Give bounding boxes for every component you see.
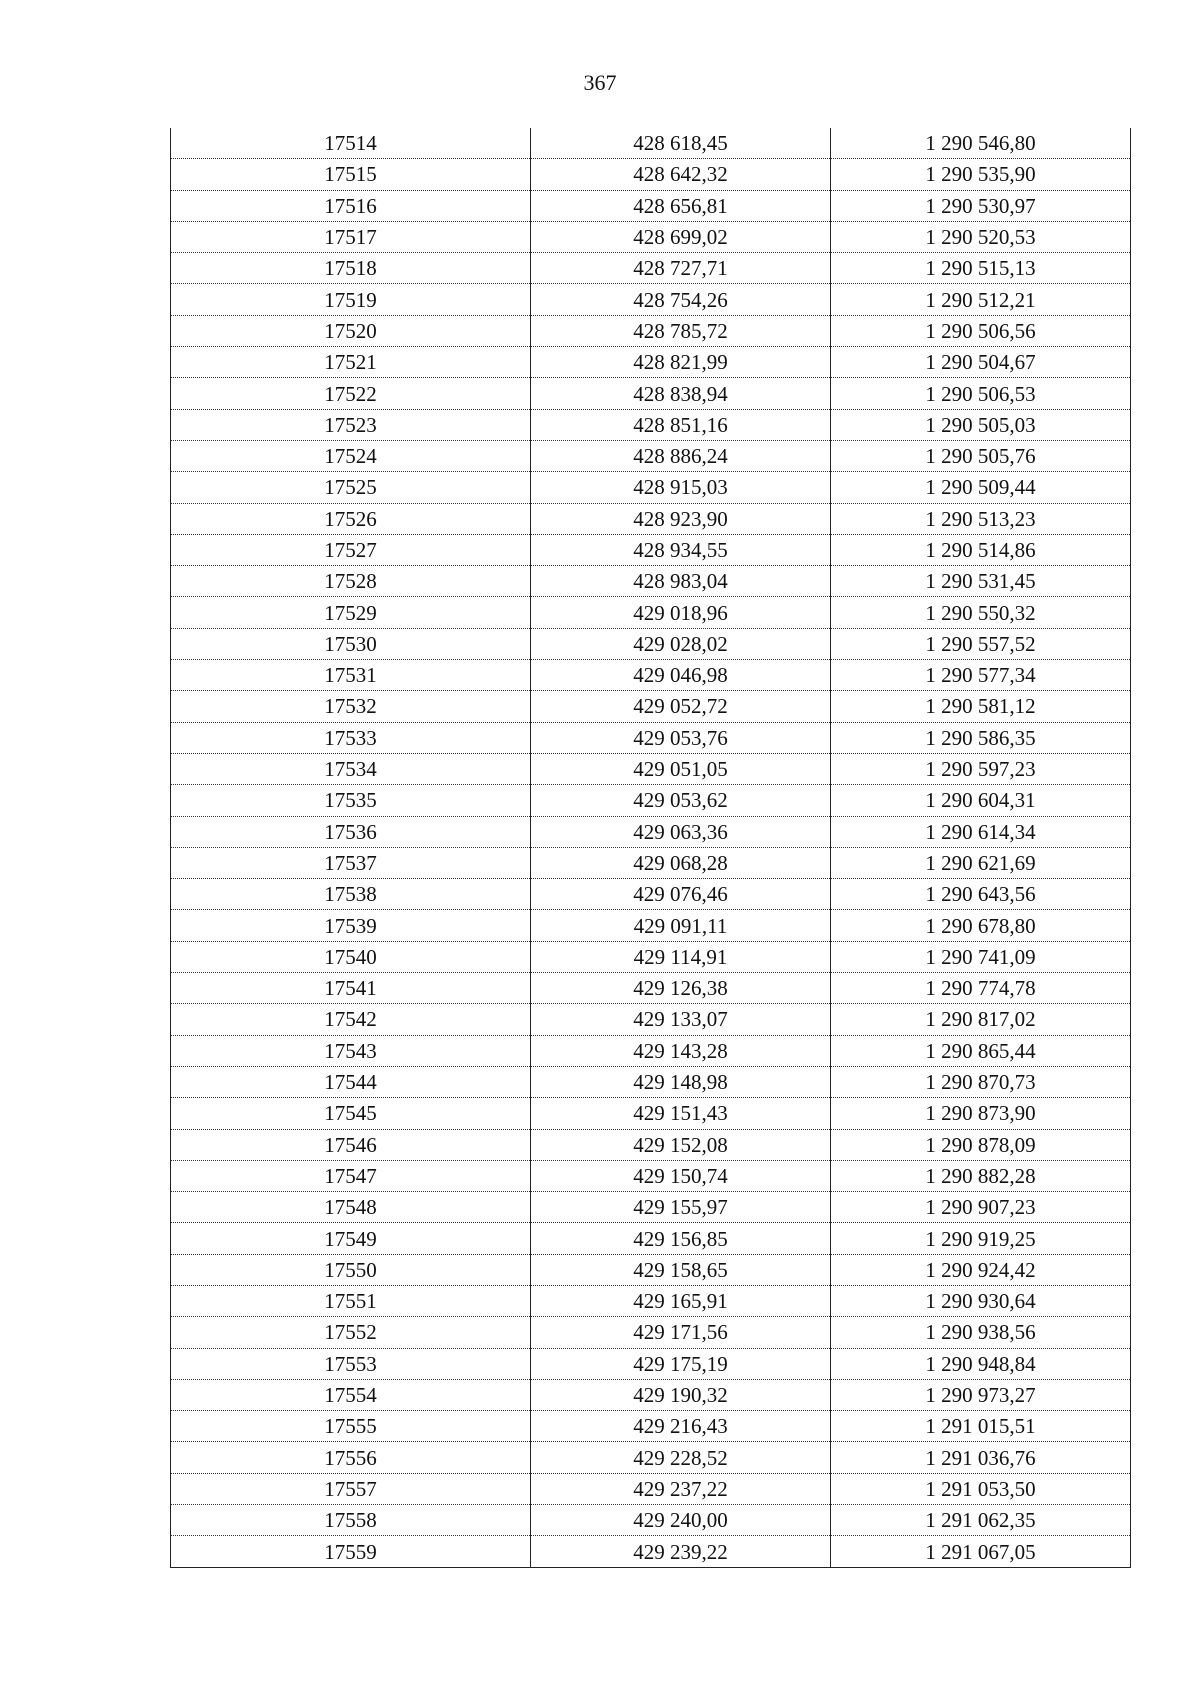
table-row — [171, 941, 1131, 972]
x-coordinate-cell: 429 175,19 — [531, 1348, 831, 1379]
point-number-cell: 17527 — [171, 534, 531, 565]
y-coordinate-cell: 1 290 870,73 — [831, 1066, 1131, 1097]
y-coordinate-cell: 1 290 520,53 — [831, 221, 1131, 252]
table-row — [171, 128, 1131, 159]
x-coordinate-cell: 429 228,52 — [531, 1442, 831, 1473]
point-number-cell: 17524 — [171, 440, 531, 471]
y-coordinate-cell: 1 290 973,27 — [831, 1379, 1131, 1410]
x-coordinate-cell: 429 150,74 — [531, 1160, 831, 1191]
table-row — [171, 660, 1131, 691]
y-coordinate-cell: 1 290 604,31 — [831, 785, 1131, 816]
point-number-cell: 17542 — [171, 1004, 531, 1035]
x-coordinate-cell: 429 133,07 — [531, 1004, 831, 1035]
point-number-cell: 17529 — [171, 597, 531, 628]
x-coordinate-cell: 429 152,08 — [531, 1129, 831, 1160]
x-coordinate-cell: 429 052,72 — [531, 691, 831, 722]
x-coordinate-cell: 429 143,28 — [531, 1035, 831, 1066]
x-coordinate-cell: 429 165,91 — [531, 1285, 831, 1316]
point-number-cell: 17553 — [171, 1348, 531, 1379]
table-row — [171, 1379, 1131, 1410]
y-coordinate-cell: 1 290 597,23 — [831, 753, 1131, 784]
x-coordinate-cell: 429 114,91 — [531, 941, 831, 972]
table-row — [171, 1004, 1131, 1035]
x-coordinate-cell: 429 028,02 — [531, 628, 831, 659]
table-row — [171, 691, 1131, 722]
point-number-cell: 17518 — [171, 253, 531, 284]
x-coordinate-cell: 429 053,62 — [531, 785, 831, 816]
y-coordinate-cell: 1 290 924,42 — [831, 1254, 1131, 1285]
table-row — [171, 722, 1131, 753]
point-number-cell: 17522 — [171, 378, 531, 409]
y-coordinate-cell: 1 290 586,35 — [831, 722, 1131, 753]
point-number-cell: 17540 — [171, 941, 531, 972]
y-coordinate-cell: 1 290 581,12 — [831, 691, 1131, 722]
x-coordinate-cell: 428 699,02 — [531, 221, 831, 252]
y-coordinate-cell: 1 291 036,76 — [831, 1442, 1131, 1473]
table-row — [171, 1035, 1131, 1066]
point-number-cell: 17516 — [171, 190, 531, 221]
table-row — [171, 1066, 1131, 1097]
point-number-cell: 17543 — [171, 1035, 531, 1066]
y-coordinate-cell: 1 290 878,09 — [831, 1129, 1131, 1160]
x-coordinate-cell: 429 053,76 — [531, 722, 831, 753]
point-number-cell: 17537 — [171, 847, 531, 878]
x-coordinate-cell: 428 618,45 — [531, 128, 831, 159]
page-number: 367 — [583, 70, 617, 95]
point-number-cell: 17538 — [171, 879, 531, 910]
y-coordinate-cell: 1 290 817,02 — [831, 1004, 1131, 1035]
x-coordinate-cell: 428 915,03 — [531, 472, 831, 503]
table-row — [171, 1098, 1131, 1129]
y-coordinate-cell: 1 290 535,90 — [831, 159, 1131, 190]
x-coordinate-cell: 429 190,32 — [531, 1379, 831, 1410]
y-coordinate-cell: 1 290 513,23 — [831, 503, 1131, 534]
point-number-cell: 17545 — [171, 1098, 531, 1129]
point-number-cell: 17532 — [171, 691, 531, 722]
table-row — [171, 628, 1131, 659]
y-coordinate-cell: 1 290 882,28 — [831, 1160, 1131, 1191]
point-number-cell: 17552 — [171, 1317, 531, 1348]
point-number-cell: 17541 — [171, 973, 531, 1004]
point-number-cell: 17531 — [171, 660, 531, 691]
x-coordinate-cell: 429 051,05 — [531, 753, 831, 784]
table-row — [171, 1223, 1131, 1254]
point-number-cell: 17523 — [171, 409, 531, 440]
point-number-cell: 17558 — [171, 1505, 531, 1536]
table-row — [171, 1160, 1131, 1191]
x-coordinate-cell: 428 923,90 — [531, 503, 831, 534]
x-coordinate-cell: 428 886,24 — [531, 440, 831, 471]
table-row — [171, 472, 1131, 503]
table-row — [171, 1473, 1131, 1504]
y-coordinate-cell: 1 290 557,52 — [831, 628, 1131, 659]
y-coordinate-cell: 1 290 948,84 — [831, 1348, 1131, 1379]
x-coordinate-cell: 429 240,00 — [531, 1505, 831, 1536]
x-coordinate-cell: 429 046,98 — [531, 660, 831, 691]
table-row — [171, 503, 1131, 534]
table-row — [171, 534, 1131, 565]
table-row — [171, 1348, 1131, 1379]
point-number-cell: 17550 — [171, 1254, 531, 1285]
y-coordinate-cell: 1 290 546,80 — [831, 128, 1131, 159]
point-number-cell: 17530 — [171, 628, 531, 659]
y-coordinate-cell: 1 290 907,23 — [831, 1192, 1131, 1223]
x-coordinate-cell: 428 851,16 — [531, 409, 831, 440]
table-row — [171, 253, 1131, 284]
point-number-cell: 17515 — [171, 159, 531, 190]
point-number-cell: 17521 — [171, 347, 531, 378]
y-coordinate-cell: 1 290 531,45 — [831, 566, 1131, 597]
point-number-cell: 17526 — [171, 503, 531, 534]
coordinates-table-body — [171, 128, 1131, 1567]
table-row — [171, 159, 1131, 190]
y-coordinate-cell: 1 290 550,32 — [831, 597, 1131, 628]
table-row — [171, 1536, 1131, 1567]
x-coordinate-cell: 429 237,22 — [531, 1473, 831, 1504]
table-row — [171, 1505, 1131, 1536]
y-coordinate-cell: 1 291 053,50 — [831, 1473, 1131, 1504]
y-coordinate-cell: 1 290 514,86 — [831, 534, 1131, 565]
table-row — [171, 378, 1131, 409]
table-row — [171, 597, 1131, 628]
point-number-cell: 17549 — [171, 1223, 531, 1254]
table-row — [171, 816, 1131, 847]
y-coordinate-cell: 1 290 938,56 — [831, 1317, 1131, 1348]
x-coordinate-cell: 429 063,36 — [531, 816, 831, 847]
table-row — [171, 409, 1131, 440]
coordinates-table — [170, 128, 1131, 1568]
y-coordinate-cell: 1 290 919,25 — [831, 1223, 1131, 1254]
point-number-cell: 17517 — [171, 221, 531, 252]
x-coordinate-cell: 428 821,99 — [531, 347, 831, 378]
point-number-cell: 17559 — [171, 1536, 531, 1567]
y-coordinate-cell: 1 290 873,90 — [831, 1098, 1131, 1129]
table-row — [171, 440, 1131, 471]
point-number-cell: 17528 — [171, 566, 531, 597]
y-coordinate-cell: 1 290 515,13 — [831, 253, 1131, 284]
x-coordinate-cell: 428 727,71 — [531, 253, 831, 284]
x-coordinate-cell: 429 216,43 — [531, 1411, 831, 1442]
y-coordinate-cell: 1 290 577,34 — [831, 660, 1131, 691]
x-coordinate-cell: 428 642,32 — [531, 159, 831, 190]
y-coordinate-cell: 1 290 865,44 — [831, 1035, 1131, 1066]
x-coordinate-cell: 429 091,11 — [531, 910, 831, 941]
table-row — [171, 910, 1131, 941]
x-coordinate-cell: 429 156,85 — [531, 1223, 831, 1254]
y-coordinate-cell: 1 290 741,09 — [831, 941, 1131, 972]
x-coordinate-cell: 429 171,56 — [531, 1317, 831, 1348]
point-number-cell: 17525 — [171, 472, 531, 503]
point-number-cell: 17514 — [171, 128, 531, 159]
x-coordinate-cell: 428 656,81 — [531, 190, 831, 221]
table-row — [171, 785, 1131, 816]
x-coordinate-cell: 428 934,55 — [531, 534, 831, 565]
table-row — [171, 1285, 1131, 1316]
point-number-cell: 17546 — [171, 1129, 531, 1160]
point-number-cell: 17554 — [171, 1379, 531, 1410]
x-coordinate-cell: 429 068,28 — [531, 847, 831, 878]
y-coordinate-cell: 1 290 621,69 — [831, 847, 1131, 878]
y-coordinate-cell: 1 290 643,56 — [831, 879, 1131, 910]
point-number-cell: 17534 — [171, 753, 531, 784]
y-coordinate-cell: 1 290 774,78 — [831, 973, 1131, 1004]
y-coordinate-cell: 1 290 505,76 — [831, 440, 1131, 471]
point-number-cell: 17544 — [171, 1066, 531, 1097]
point-number-cell: 17535 — [171, 785, 531, 816]
table-row — [171, 566, 1131, 597]
table-row — [171, 1192, 1131, 1223]
y-coordinate-cell: 1 290 505,03 — [831, 409, 1131, 440]
x-coordinate-cell: 429 076,46 — [531, 879, 831, 910]
x-coordinate-cell: 428 983,04 — [531, 566, 831, 597]
point-number-cell: 17555 — [171, 1411, 531, 1442]
y-coordinate-cell: 1 291 015,51 — [831, 1411, 1131, 1442]
point-number-cell: 17551 — [171, 1285, 531, 1316]
table-row — [171, 847, 1131, 878]
point-number-cell: 17547 — [171, 1160, 531, 1191]
table-row — [171, 1317, 1131, 1348]
y-coordinate-cell: 1 290 614,34 — [831, 816, 1131, 847]
y-coordinate-cell: 1 290 509,44 — [831, 472, 1131, 503]
x-coordinate-cell: 429 151,43 — [531, 1098, 831, 1129]
table-row — [171, 753, 1131, 784]
y-coordinate-cell: 1 290 506,53 — [831, 378, 1131, 409]
point-number-cell: 17519 — [171, 284, 531, 315]
point-number-cell: 17557 — [171, 1473, 531, 1504]
point-number-cell: 17536 — [171, 816, 531, 847]
point-number-cell: 17539 — [171, 910, 531, 941]
y-coordinate-cell: 1 290 504,67 — [831, 347, 1131, 378]
point-number-cell: 17556 — [171, 1442, 531, 1473]
x-coordinate-cell: 429 155,97 — [531, 1192, 831, 1223]
x-coordinate-cell: 429 239,22 — [531, 1536, 831, 1567]
table-row — [171, 221, 1131, 252]
y-coordinate-cell: 1 291 067,05 — [831, 1536, 1131, 1567]
y-coordinate-cell: 1 290 930,64 — [831, 1285, 1131, 1316]
table-row — [171, 879, 1131, 910]
table-row — [171, 973, 1131, 1004]
y-coordinate-cell: 1 290 678,80 — [831, 910, 1131, 941]
point-number-cell: 17533 — [171, 722, 531, 753]
y-coordinate-cell: 1 290 506,56 — [831, 315, 1131, 346]
point-number-cell: 17520 — [171, 315, 531, 346]
x-coordinate-cell: 428 754,26 — [531, 284, 831, 315]
y-coordinate-cell: 1 290 530,97 — [831, 190, 1131, 221]
x-coordinate-cell: 429 126,38 — [531, 973, 831, 1004]
table-row — [171, 1442, 1131, 1473]
table-row — [171, 315, 1131, 346]
table-row — [171, 1254, 1131, 1285]
x-coordinate-cell: 429 158,65 — [531, 1254, 831, 1285]
table-row — [171, 347, 1131, 378]
x-coordinate-cell: 429 148,98 — [531, 1066, 831, 1097]
table-row — [171, 190, 1131, 221]
x-coordinate-cell: 428 838,94 — [531, 378, 831, 409]
table-row — [171, 1129, 1131, 1160]
x-coordinate-cell: 428 785,72 — [531, 315, 831, 346]
table-row — [171, 284, 1131, 315]
y-coordinate-cell: 1 291 062,35 — [831, 1505, 1131, 1536]
table-row — [171, 1411, 1131, 1442]
y-coordinate-cell: 1 290 512,21 — [831, 284, 1131, 315]
x-coordinate-cell: 429 018,96 — [531, 597, 831, 628]
point-number-cell: 17548 — [171, 1192, 531, 1223]
